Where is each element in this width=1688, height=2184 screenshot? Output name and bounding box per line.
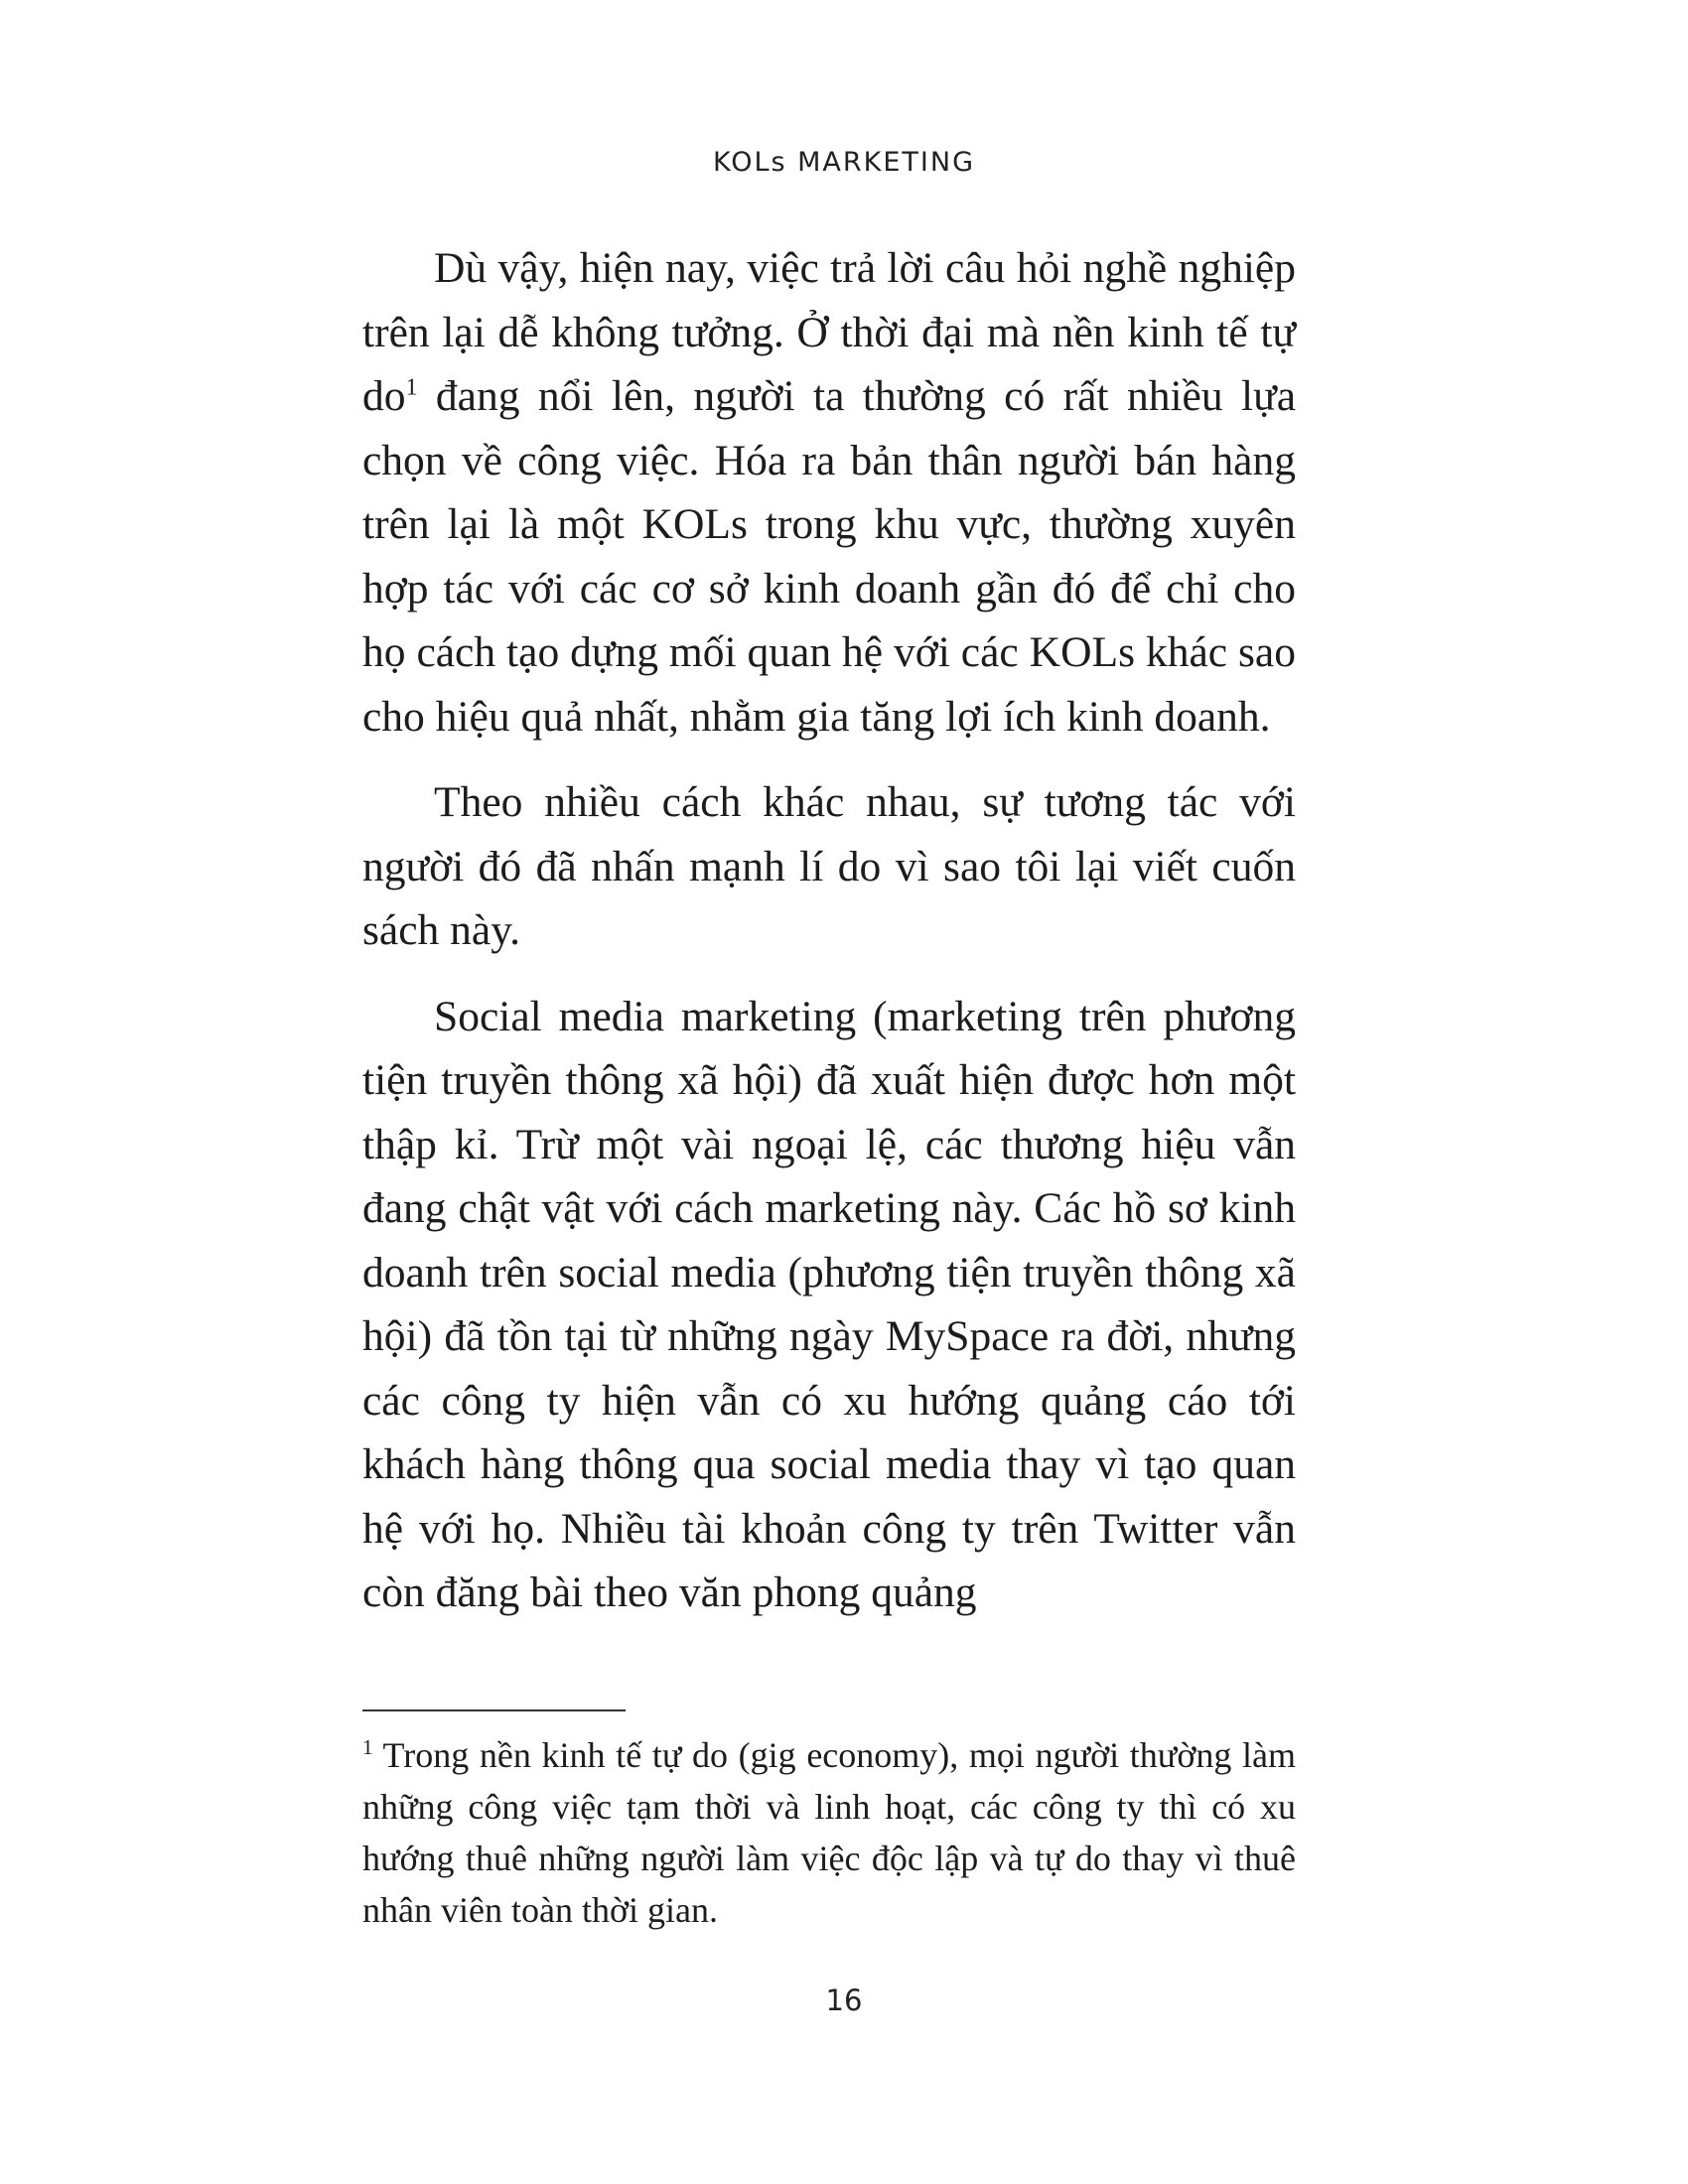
footnote [362, 1729, 1296, 1936]
running-header: KOLs MARKETING [712, 147, 976, 178]
paragraph-1-text-a: Dù vậy, hiện nay, việc trả lời câu hỏi nghề nghiệp trên lại dễ không tưởng. Ở thời đại mà nền kinh tế tự do [362, 244, 1296, 420]
footnote-text: Trong nền kinh tế tự do (gig economy), mọi người thường làm những công việc tạm thời và linh hoạt, các công ty thì có xu hướng thuê những người làm việc độc lập và tự do thay vì thuê nhân viên toàn thời gian. [362, 1735, 1296, 1930]
paragraph-1 [362, 236, 1296, 749]
paragraph-1-text-b: đang nổi lên, người ta thường có rất nhiều lựa chọn về công việc. Hóa ra bản thân người bán hàng trên lại là một KOLs trong khu vực, thường xuyên hợp tác với các cơ sở kinh doanh gần đó để chỉ cho họ cách tạo dựng mối quan hệ với các KOLs khác sao cho hiệu quả nhất, nhằm gia tăng lợi ích kinh doanh. [362, 372, 1296, 741]
footnote-reference: 1 [405, 374, 418, 401]
footnote-divider [362, 1709, 626, 1711]
paragraph-2: Theo nhiều cách khác nhau, sự tương tác với người đó đã nhấn mạnh lí do vì sao tôi lại viết cuốn sách này. [362, 778, 1296, 954]
footnote-marker: 1 [362, 1735, 373, 1759]
page-number: 16 [825, 1983, 863, 2017]
paragraph-3: Social media marketing (marketing trên phương tiện truyền thông xã hội) đã xuất hiện được hơn một thập kỉ. Trừ một vài ngoại lệ, các thương hiệu vẫn đang chật vật với cách marketing này. Các hồ sơ kinh doanh trên social media (phương tiện truyền thông xã hội) đã tồn tại từ những ngày MySpace ra đời, nhưng các công ty hiện vẫn có xu hướng quảng cáo tới khách hàng thông qua social media thay vì tạo quan hệ với họ. Nhiều tài khoản công ty trên Twitter vẫn còn đăng bài theo văn phong quảng [362, 992, 1296, 1616]
body-text [362, 236, 1296, 1625]
